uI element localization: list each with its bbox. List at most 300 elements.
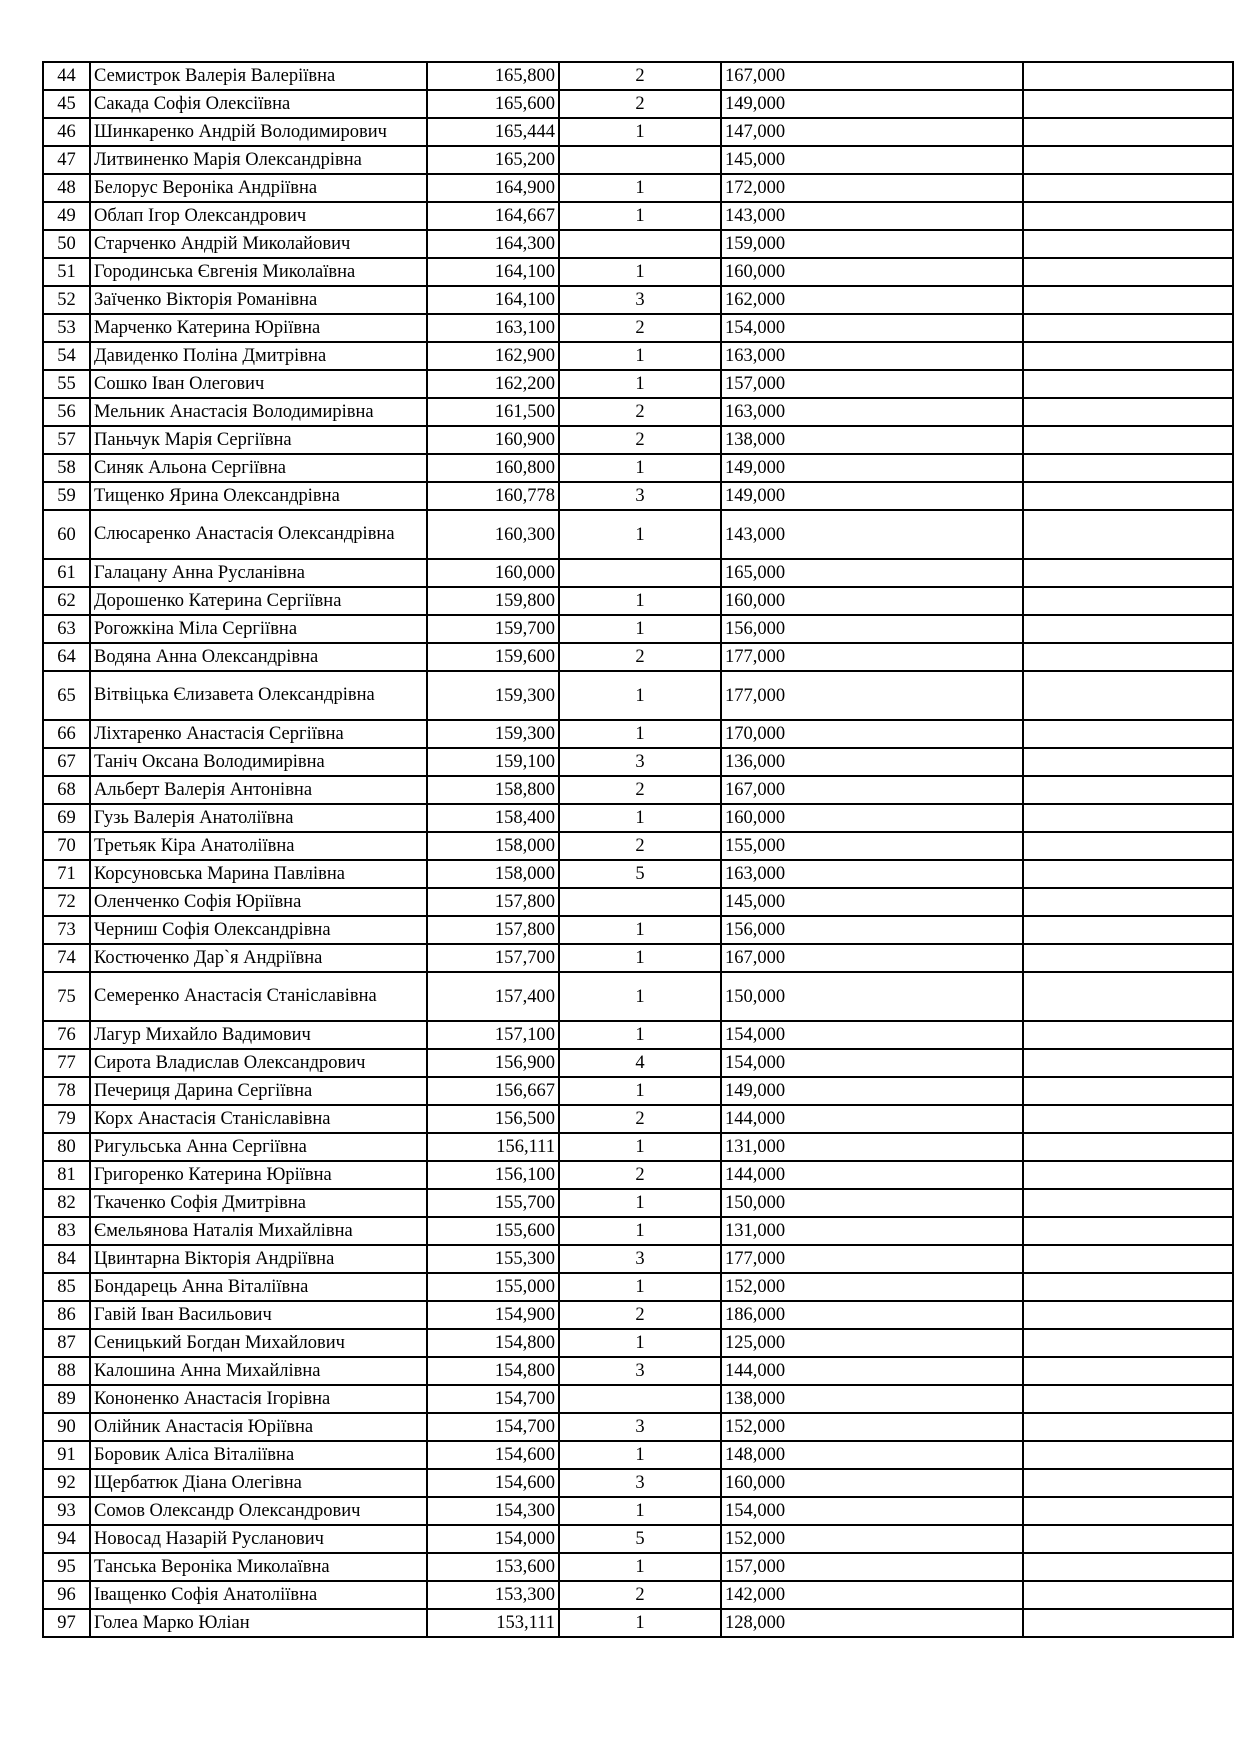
- priority-cell: [559, 1385, 721, 1413]
- average-grade-cell: 154,000: [721, 1021, 1023, 1049]
- average-grade-cell: 138,000: [721, 1385, 1023, 1413]
- row-number-cell: 83: [43, 1217, 90, 1245]
- row-number-cell: 48: [43, 174, 90, 202]
- student-name-cell: Таніч Оксана Володимирівна: [90, 748, 427, 776]
- row-number-cell: 50: [43, 230, 90, 258]
- priority-cell: 1: [559, 1217, 721, 1245]
- note-cell: [1023, 1553, 1233, 1581]
- note-cell: [1023, 1609, 1233, 1637]
- student-name-cell: Ліхтаренко Анастасія Сергіївна: [90, 720, 427, 748]
- table-row: [43, 1469, 1233, 1497]
- table-row: [43, 146, 1233, 174]
- competition-score-cell: 154,700: [427, 1413, 559, 1441]
- priority-cell: 1: [559, 1441, 721, 1469]
- note-cell: [1023, 62, 1233, 90]
- competition-score-cell: 159,800: [427, 587, 559, 615]
- priority-cell: 3: [559, 748, 721, 776]
- student-name-cell: Давиденко Поліна Дмитрівна: [90, 342, 427, 370]
- row-number-cell: 93: [43, 1497, 90, 1525]
- student-name-cell: Новосад Назарій Русланович: [90, 1525, 427, 1553]
- row-number-cell: 76: [43, 1021, 90, 1049]
- table-row: [43, 370, 1233, 398]
- table-row: [43, 944, 1233, 972]
- note-cell: [1023, 1105, 1233, 1133]
- priority-cell: 2: [559, 832, 721, 860]
- student-name-cell: Печериця Дарина Сергіївна: [90, 1077, 427, 1105]
- competition-score-cell: 160,300: [427, 510, 559, 559]
- priority-cell: 1: [559, 258, 721, 286]
- priority-cell: 5: [559, 1525, 721, 1553]
- average-grade-cell: 148,000: [721, 1441, 1023, 1469]
- note-cell: [1023, 90, 1233, 118]
- table-row: [43, 1497, 1233, 1525]
- table-row: [43, 1245, 1233, 1273]
- competition-score-cell: 163,100: [427, 314, 559, 342]
- row-number-cell: 45: [43, 90, 90, 118]
- table-row: [43, 482, 1233, 510]
- table-row: [43, 1161, 1233, 1189]
- row-number-cell: 53: [43, 314, 90, 342]
- priority-cell: 2: [559, 398, 721, 426]
- average-grade-cell: 177,000: [721, 643, 1023, 671]
- table-row: [43, 1441, 1233, 1469]
- average-grade-cell: 156,000: [721, 615, 1023, 643]
- priority-cell: 1: [559, 454, 721, 482]
- note-cell: [1023, 1329, 1233, 1357]
- note-cell: [1023, 832, 1233, 860]
- priority-cell: 1: [559, 1133, 721, 1161]
- competition-score-cell: 154,800: [427, 1357, 559, 1385]
- average-grade-cell: 167,000: [721, 62, 1023, 90]
- row-number-cell: 72: [43, 888, 90, 916]
- priority-cell: 2: [559, 62, 721, 90]
- row-number-cell: 66: [43, 720, 90, 748]
- note-cell: [1023, 454, 1233, 482]
- average-grade-cell: 150,000: [721, 972, 1023, 1021]
- competition-score-cell: 156,900: [427, 1049, 559, 1077]
- note-cell: [1023, 671, 1233, 720]
- priority-cell: 1: [559, 1609, 721, 1637]
- note-cell: [1023, 1021, 1233, 1049]
- table-row: [43, 888, 1233, 916]
- note-cell: [1023, 1497, 1233, 1525]
- table-row: [43, 559, 1233, 587]
- competition-score-cell: 160,900: [427, 426, 559, 454]
- table-row: [43, 286, 1233, 314]
- table-row: [43, 1049, 1233, 1077]
- student-name-cell: Кононенко Анастасія Ігорівна: [90, 1385, 427, 1413]
- note-cell: [1023, 174, 1233, 202]
- priority-cell: [559, 230, 721, 258]
- note-cell: [1023, 1049, 1233, 1077]
- table-row: [43, 258, 1233, 286]
- average-grade-cell: 163,000: [721, 860, 1023, 888]
- competition-score-cell: 159,300: [427, 720, 559, 748]
- student-name-cell: Ригульська Анна Сергіївна: [90, 1133, 427, 1161]
- average-grade-cell: 145,000: [721, 888, 1023, 916]
- priority-cell: [559, 146, 721, 174]
- row-number-cell: 95: [43, 1553, 90, 1581]
- row-number-cell: 57: [43, 426, 90, 454]
- row-number-cell: 67: [43, 748, 90, 776]
- table-row: [43, 643, 1233, 671]
- average-grade-cell: 156,000: [721, 916, 1023, 944]
- row-number-cell: 44: [43, 62, 90, 90]
- note-cell: [1023, 1357, 1233, 1385]
- note-cell: [1023, 146, 1233, 174]
- priority-cell: 1: [559, 1553, 721, 1581]
- note-cell: [1023, 1133, 1233, 1161]
- row-number-cell: 81: [43, 1161, 90, 1189]
- priority-cell: 1: [559, 720, 721, 748]
- note-cell: [1023, 888, 1233, 916]
- average-grade-cell: 177,000: [721, 671, 1023, 720]
- row-number-cell: 97: [43, 1609, 90, 1637]
- priority-cell: 3: [559, 1245, 721, 1273]
- competition-score-cell: 164,100: [427, 258, 559, 286]
- row-number-cell: 60: [43, 510, 90, 559]
- note-cell: [1023, 804, 1233, 832]
- table-row: [43, 1329, 1233, 1357]
- competition-score-cell: 158,800: [427, 776, 559, 804]
- competition-score-cell: 157,400: [427, 972, 559, 1021]
- row-number-cell: 82: [43, 1189, 90, 1217]
- student-name-cell: Рогожкіна Міла Сергіївна: [90, 615, 427, 643]
- row-number-cell: 65: [43, 671, 90, 720]
- average-grade-cell: 167,000: [721, 776, 1023, 804]
- student-name-cell: Заїченко Вікторія Романівна: [90, 286, 427, 314]
- table-row: [43, 776, 1233, 804]
- table-row: [43, 804, 1233, 832]
- table-row: [43, 615, 1233, 643]
- average-grade-cell: 136,000: [721, 748, 1023, 776]
- row-number-cell: 70: [43, 832, 90, 860]
- row-number-cell: 79: [43, 1105, 90, 1133]
- average-grade-cell: 144,000: [721, 1161, 1023, 1189]
- priority-cell: 5: [559, 860, 721, 888]
- average-grade-cell: 159,000: [721, 230, 1023, 258]
- competition-score-cell: 156,500: [427, 1105, 559, 1133]
- competition-score-cell: 154,000: [427, 1525, 559, 1553]
- competition-score-cell: 158,400: [427, 804, 559, 832]
- note-cell: [1023, 1469, 1233, 1497]
- student-name-cell: Мельник Анастасія Володимирівна: [90, 398, 427, 426]
- table-row: [43, 426, 1233, 454]
- average-grade-cell: 160,000: [721, 587, 1023, 615]
- row-number-cell: 68: [43, 776, 90, 804]
- average-grade-cell: 167,000: [721, 944, 1023, 972]
- table-row: [43, 1525, 1233, 1553]
- average-grade-cell: 152,000: [721, 1273, 1023, 1301]
- row-number-cell: 46: [43, 118, 90, 146]
- average-grade-cell: 131,000: [721, 1133, 1023, 1161]
- competition-score-cell: 155,600: [427, 1217, 559, 1245]
- competition-score-cell: 164,100: [427, 286, 559, 314]
- note-cell: [1023, 118, 1233, 146]
- average-grade-cell: 157,000: [721, 370, 1023, 398]
- priority-cell: 2: [559, 1161, 721, 1189]
- competition-score-cell: 160,800: [427, 454, 559, 482]
- table-row: [43, 1217, 1233, 1245]
- priority-cell: 2: [559, 643, 721, 671]
- average-grade-cell: 143,000: [721, 510, 1023, 559]
- table-row: [43, 972, 1233, 1021]
- average-grade-cell: 147,000: [721, 118, 1023, 146]
- note-cell: [1023, 559, 1233, 587]
- competition-score-cell: 157,700: [427, 944, 559, 972]
- row-number-cell: 80: [43, 1133, 90, 1161]
- student-name-cell: Григоренко Катерина Юріївна: [90, 1161, 427, 1189]
- student-name-cell: Сеницький Богдан Михайлович: [90, 1329, 427, 1357]
- student-name-cell: Черниш Софія Олександрівна: [90, 916, 427, 944]
- note-cell: [1023, 615, 1233, 643]
- note-cell: [1023, 230, 1233, 258]
- average-grade-cell: 152,000: [721, 1525, 1023, 1553]
- priority-cell: 1: [559, 972, 721, 1021]
- ranking-table: [42, 61, 1234, 1638]
- student-name-cell: Синяк Альона Сергіївна: [90, 454, 427, 482]
- table-row: [43, 202, 1233, 230]
- competition-score-cell: 159,600: [427, 643, 559, 671]
- table-row: [43, 1553, 1233, 1581]
- student-name-cell: Сошко Іван Олегович: [90, 370, 427, 398]
- priority-cell: 4: [559, 1049, 721, 1077]
- student-name-cell: Ткаченко Софія Дмитрівна: [90, 1189, 427, 1217]
- row-number-cell: 94: [43, 1525, 90, 1553]
- competition-score-cell: 153,300: [427, 1581, 559, 1609]
- average-grade-cell: 145,000: [721, 146, 1023, 174]
- priority-cell: 1: [559, 1077, 721, 1105]
- row-number-cell: 74: [43, 944, 90, 972]
- note-cell: [1023, 342, 1233, 370]
- student-name-cell: Голеа Марко Юліан: [90, 1609, 427, 1637]
- student-name-cell: Сомов Олександр Олександрович: [90, 1497, 427, 1525]
- competition-score-cell: 156,111: [427, 1133, 559, 1161]
- priority-cell: 3: [559, 1357, 721, 1385]
- priority-cell: 1: [559, 174, 721, 202]
- ranking-table-body: [43, 62, 1233, 1637]
- student-name-cell: Ємельянова Наталія Михайлівна: [90, 1217, 427, 1245]
- table-row: [43, 1609, 1233, 1637]
- row-number-cell: 78: [43, 1077, 90, 1105]
- average-grade-cell: 160,000: [721, 804, 1023, 832]
- student-name-cell: Тищенко Ярина Олександрівна: [90, 482, 427, 510]
- table-row: [43, 1273, 1233, 1301]
- average-grade-cell: 162,000: [721, 286, 1023, 314]
- competition-score-cell: 162,200: [427, 370, 559, 398]
- priority-cell: 1: [559, 1273, 721, 1301]
- priority-cell: 2: [559, 314, 721, 342]
- average-grade-cell: 150,000: [721, 1189, 1023, 1217]
- competition-score-cell: 154,600: [427, 1469, 559, 1497]
- table-row: [43, 748, 1233, 776]
- average-grade-cell: 177,000: [721, 1245, 1023, 1273]
- competition-score-cell: 161,500: [427, 398, 559, 426]
- table-row: [43, 118, 1233, 146]
- competition-score-cell: 160,778: [427, 482, 559, 510]
- row-number-cell: 71: [43, 860, 90, 888]
- row-number-cell: 86: [43, 1301, 90, 1329]
- priority-cell: 3: [559, 1413, 721, 1441]
- competition-score-cell: 154,700: [427, 1385, 559, 1413]
- priority-cell: 2: [559, 1581, 721, 1609]
- priority-cell: 1: [559, 118, 721, 146]
- competition-score-cell: 159,100: [427, 748, 559, 776]
- competition-score-cell: 155,700: [427, 1189, 559, 1217]
- student-name-cell: Калошина Анна Михайлівна: [90, 1357, 427, 1385]
- row-number-cell: 51: [43, 258, 90, 286]
- competition-score-cell: 165,200: [427, 146, 559, 174]
- average-grade-cell: 149,000: [721, 1077, 1023, 1105]
- table-row: [43, 174, 1233, 202]
- competition-score-cell: 162,900: [427, 342, 559, 370]
- student-name-cell: Гавій Іван Васильович: [90, 1301, 427, 1329]
- row-number-cell: 87: [43, 1329, 90, 1357]
- competition-score-cell: 164,667: [427, 202, 559, 230]
- average-grade-cell: 154,000: [721, 1497, 1023, 1525]
- table-row: [43, 342, 1233, 370]
- note-cell: [1023, 1385, 1233, 1413]
- competition-score-cell: 165,444: [427, 118, 559, 146]
- row-number-cell: 49: [43, 202, 90, 230]
- row-number-cell: 63: [43, 615, 90, 643]
- table-row: [43, 1357, 1233, 1385]
- table-row: [43, 1301, 1233, 1329]
- priority-cell: 1: [559, 370, 721, 398]
- average-grade-cell: 128,000: [721, 1609, 1023, 1637]
- average-grade-cell: 125,000: [721, 1329, 1023, 1357]
- student-name-cell: Третьяк Кіра Анатоліївна: [90, 832, 427, 860]
- row-number-cell: 47: [43, 146, 90, 174]
- note-cell: [1023, 258, 1233, 286]
- table-row: [43, 1105, 1233, 1133]
- row-number-cell: 52: [43, 286, 90, 314]
- table-row: [43, 1133, 1233, 1161]
- note-cell: [1023, 398, 1233, 426]
- student-name-cell: Боровик Аліса Віталіївна: [90, 1441, 427, 1469]
- row-number-cell: 96: [43, 1581, 90, 1609]
- table-row: [43, 1077, 1233, 1105]
- table-row: [43, 587, 1233, 615]
- student-name-cell: Паньчук Марія Сергіївна: [90, 426, 427, 454]
- average-grade-cell: 142,000: [721, 1581, 1023, 1609]
- average-grade-cell: 160,000: [721, 1469, 1023, 1497]
- note-cell: [1023, 776, 1233, 804]
- competition-score-cell: 157,800: [427, 916, 559, 944]
- competition-score-cell: 159,300: [427, 671, 559, 720]
- priority-cell: 1: [559, 587, 721, 615]
- competition-score-cell: 156,667: [427, 1077, 559, 1105]
- table-row: [43, 720, 1233, 748]
- table-row: [43, 314, 1233, 342]
- row-number-cell: 77: [43, 1049, 90, 1077]
- table-row: [43, 230, 1233, 258]
- priority-cell: 1: [559, 671, 721, 720]
- student-name-cell: Галацану Анна Русланівна: [90, 559, 427, 587]
- student-name-cell: Корсуновська Марина Павлівна: [90, 860, 427, 888]
- note-cell: [1023, 1161, 1233, 1189]
- priority-cell: 1: [559, 1329, 721, 1357]
- row-number-cell: 55: [43, 370, 90, 398]
- note-cell: [1023, 916, 1233, 944]
- student-name-cell: Бондарець Анна Віталіївна: [90, 1273, 427, 1301]
- competition-score-cell: 157,800: [427, 888, 559, 916]
- table-row: [43, 398, 1233, 426]
- table-row: [43, 671, 1233, 720]
- row-number-cell: 62: [43, 587, 90, 615]
- priority-cell: 1: [559, 1021, 721, 1049]
- table-row: [43, 860, 1233, 888]
- student-name-cell: Белорус Вероніка Андріївна: [90, 174, 427, 202]
- competition-score-cell: 153,600: [427, 1553, 559, 1581]
- competition-score-cell: 153,111: [427, 1609, 559, 1637]
- student-name-cell: Оленченко Софія Юріївна: [90, 888, 427, 916]
- row-number-cell: 90: [43, 1413, 90, 1441]
- student-name-cell: Старченко Андрій Миколайович: [90, 230, 427, 258]
- row-number-cell: 54: [43, 342, 90, 370]
- note-cell: [1023, 944, 1233, 972]
- competition-score-cell: 165,800: [427, 62, 559, 90]
- priority-cell: 1: [559, 804, 721, 832]
- student-name-cell: Сакада Софія Олексіївна: [90, 90, 427, 118]
- average-grade-cell: 143,000: [721, 202, 1023, 230]
- student-name-cell: Танська Вероніка Миколаївна: [90, 1553, 427, 1581]
- note-cell: [1023, 748, 1233, 776]
- note-cell: [1023, 314, 1233, 342]
- table-row: [43, 90, 1233, 118]
- student-name-cell: Костюченко Дар`я Андріївна: [90, 944, 427, 972]
- priority-cell: 2: [559, 1105, 721, 1133]
- priority-cell: 1: [559, 202, 721, 230]
- priority-cell: 1: [559, 1497, 721, 1525]
- student-name-cell: Шинкаренко Андрій Володимирович: [90, 118, 427, 146]
- priority-cell: 1: [559, 342, 721, 370]
- competition-score-cell: 157,100: [427, 1021, 559, 1049]
- student-name-cell: Семеренко Анастасія Станіславівна: [90, 972, 427, 1021]
- row-number-cell: 64: [43, 643, 90, 671]
- average-grade-cell: 131,000: [721, 1217, 1023, 1245]
- average-grade-cell: 144,000: [721, 1357, 1023, 1385]
- competition-score-cell: 160,000: [427, 559, 559, 587]
- row-number-cell: 75: [43, 972, 90, 1021]
- table-row: [43, 916, 1233, 944]
- table-row: [43, 1021, 1233, 1049]
- table-row: [43, 454, 1233, 482]
- row-number-cell: 84: [43, 1245, 90, 1273]
- competition-score-cell: 154,800: [427, 1329, 559, 1357]
- average-grade-cell: 186,000: [721, 1301, 1023, 1329]
- competition-score-cell: 156,100: [427, 1161, 559, 1189]
- average-grade-cell: 163,000: [721, 342, 1023, 370]
- note-cell: [1023, 1273, 1233, 1301]
- row-number-cell: 91: [43, 1441, 90, 1469]
- student-name-cell: Цвинтарна Вікторія Андріївна: [90, 1245, 427, 1273]
- row-number-cell: 69: [43, 804, 90, 832]
- table-row: [43, 1385, 1233, 1413]
- note-cell: [1023, 286, 1233, 314]
- row-number-cell: 56: [43, 398, 90, 426]
- priority-cell: 1: [559, 1189, 721, 1217]
- row-number-cell: 88: [43, 1357, 90, 1385]
- priority-cell: 2: [559, 426, 721, 454]
- note-cell: [1023, 1077, 1233, 1105]
- priority-cell: 3: [559, 1469, 721, 1497]
- note-cell: [1023, 1525, 1233, 1553]
- note-cell: [1023, 510, 1233, 559]
- priority-cell: 2: [559, 1301, 721, 1329]
- student-name-cell: Водяна Анна Олександрівна: [90, 643, 427, 671]
- student-name-cell: Сирота Владислав Олександрович: [90, 1049, 427, 1077]
